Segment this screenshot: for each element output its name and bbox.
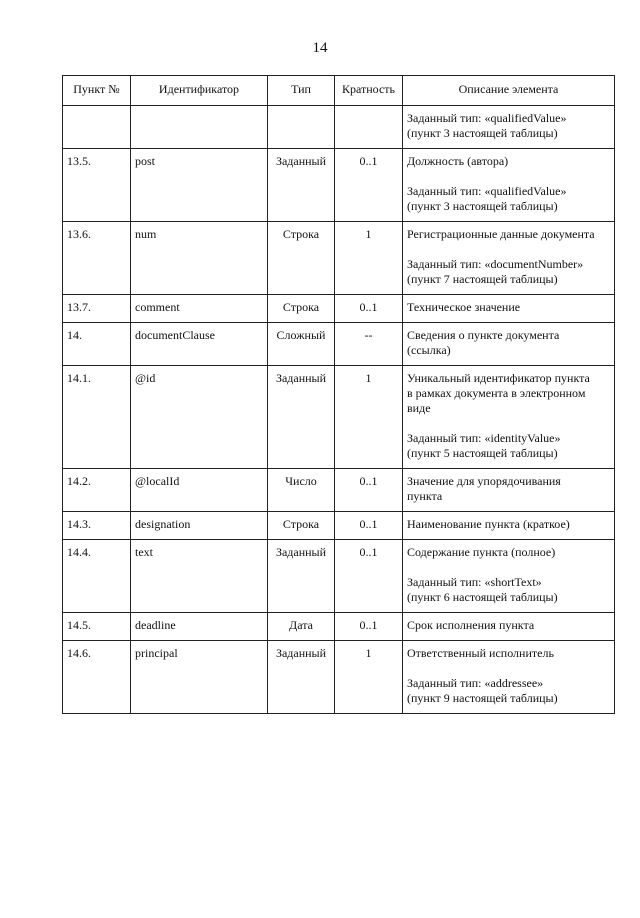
cell-multiplicity: 0..1 [335, 512, 403, 540]
cell-type: Дата [268, 613, 335, 641]
header-multiplicity: Кратность [335, 76, 403, 106]
paragraph-gap [407, 661, 610, 676]
cell-description [403, 512, 615, 540]
cell-description [403, 613, 615, 641]
description-paragraph: Заданный тип: «qualifiedValue» (пункт 3 настоящей таблицы) [407, 111, 567, 140]
cell-type: Строка [268, 222, 335, 295]
table-row [63, 613, 615, 641]
cell-type [268, 106, 335, 149]
cell-identifier: num [131, 222, 268, 295]
cell-multiplicity: 0..1 [335, 469, 403, 512]
paragraph-gap [407, 560, 610, 575]
cell-item-number: 13.7. [63, 295, 131, 323]
cell-item-number: 14.2. [63, 469, 131, 512]
cell-item-number: 14.4. [63, 540, 131, 613]
description-paragraph: Наименование пункта (краткое) [407, 517, 570, 531]
cell-type: Заданный [268, 149, 335, 222]
cell-identifier: @id [131, 366, 268, 469]
cell-description [403, 540, 615, 613]
table-row [63, 540, 615, 613]
cell-multiplicity: 0..1 [335, 540, 403, 613]
description-paragraph: Значение для упорядочивания пункта [407, 474, 561, 503]
description-paragraph: Сведения о пункте документа (ссылка) [407, 328, 560, 357]
description-paragraph: Уникальный идентификатор пункта в рамках документа в электронном виде [407, 371, 590, 415]
table-row [63, 512, 615, 540]
table-row [63, 641, 615, 714]
cell-multiplicity: 0..1 [335, 613, 403, 641]
cell-description [403, 469, 615, 512]
cell-multiplicity [335, 106, 403, 149]
paragraph-gap [407, 416, 610, 431]
description-paragraph: Заданный тип: «addressee» (пункт 9 настоящей таблицы) [407, 676, 558, 705]
cell-multiplicity: 0..1 [335, 295, 403, 323]
cell-identifier: @localId [131, 469, 268, 512]
cell-description [403, 641, 615, 714]
cell-type: Сложный [268, 323, 335, 366]
table-row [63, 106, 615, 149]
description-paragraph: Заданный тип: «qualifiedValue» (пункт 3 настоящей таблицы) [407, 184, 567, 213]
cell-identifier: comment [131, 295, 268, 323]
cell-identifier: post [131, 149, 268, 222]
cell-item-number: 14.3. [63, 512, 131, 540]
cell-type: Заданный [268, 366, 335, 469]
table-row [63, 295, 615, 323]
header-description: Описание элемента [403, 76, 615, 106]
cell-item-number: 14. [63, 323, 131, 366]
cell-type: Число [268, 469, 335, 512]
cell-item-number: 14.6. [63, 641, 131, 714]
description-paragraph: Техническое значение [407, 300, 521, 314]
cell-identifier: principal [131, 641, 268, 714]
cell-description [403, 323, 615, 366]
cell-type: Заданный [268, 641, 335, 714]
cell-multiplicity: -- [335, 323, 403, 366]
header-identifier: Идентификатор [131, 76, 268, 106]
cell-multiplicity: 0..1 [335, 149, 403, 222]
header-item-number: Пункт № [63, 76, 131, 106]
description-paragraph: Ответственный исполнитель [407, 646, 554, 660]
cell-description [403, 366, 615, 469]
description-paragraph: Срок исполнения пункта [407, 618, 535, 632]
description-paragraph: Регистрационные данные документа [407, 227, 595, 241]
cell-item-number: 13.6. [63, 222, 131, 295]
description-paragraph: Заданный тип: «documentNumber» (пункт 7 настоящей таблицы) [407, 257, 584, 286]
paragraph-gap [407, 242, 610, 257]
description-paragraph: Заданный тип: «shortText» (пункт 6 настоящей таблицы) [407, 575, 558, 604]
cell-identifier: text [131, 540, 268, 613]
description-paragraph: Содержание пункта (полное) [407, 545, 556, 559]
cell-multiplicity: 1 [335, 641, 403, 714]
element-spec-table [62, 75, 615, 714]
cell-multiplicity: 1 [335, 366, 403, 469]
description-paragraph: Заданный тип: «identityValue» (пункт 5 настоящей таблицы) [407, 431, 561, 460]
cell-description [403, 295, 615, 323]
paragraph-gap [407, 169, 610, 184]
cell-description [403, 222, 615, 295]
cell-description [403, 106, 615, 149]
table-row [63, 149, 615, 222]
table-row [63, 366, 615, 469]
cell-item-number: 13.5. [63, 149, 131, 222]
description-paragraph: Должность (автора) [407, 154, 509, 168]
table-row [63, 469, 615, 512]
cell-identifier [131, 106, 268, 149]
cell-identifier: documentClause [131, 323, 268, 366]
cell-type: Заданный [268, 540, 335, 613]
header-type: Тип [268, 76, 335, 106]
cell-item-number: 14.5. [63, 613, 131, 641]
table-header-row [63, 76, 615, 106]
cell-item-number [63, 106, 131, 149]
cell-identifier: deadline [131, 613, 268, 641]
table-row [63, 323, 615, 366]
cell-type: Строка [268, 295, 335, 323]
cell-multiplicity: 1 [335, 222, 403, 295]
cell-type: Строка [268, 512, 335, 540]
cell-identifier: designation [131, 512, 268, 540]
table-row [63, 222, 615, 295]
page-number: 14 [312, 40, 328, 56]
cell-description [403, 149, 615, 222]
cell-item-number: 14.1. [63, 366, 131, 469]
